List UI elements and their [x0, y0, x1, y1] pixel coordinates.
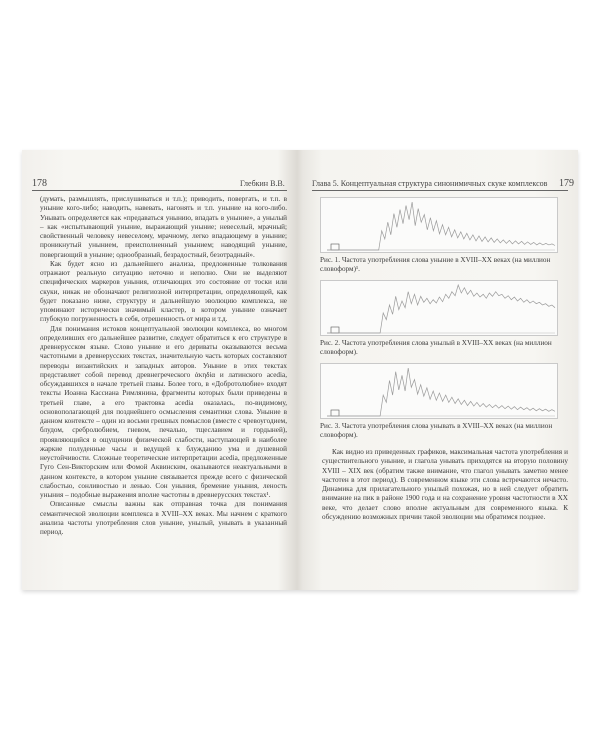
figure-2-plot: [320, 280, 558, 336]
left-text-body: [40, 195, 287, 537]
series-line: [327, 202, 555, 250]
figure-1: [320, 197, 558, 274]
figure-3: [320, 363, 558, 440]
series-start-marker: [331, 244, 339, 250]
figure-3-chart: [321, 364, 559, 420]
page-number-left: 178: [32, 178, 47, 189]
figure-3-plot: [320, 363, 558, 419]
figure-2-caption: Рис. 2. Частота употребления слова унылый в XVIII–XX веках (на миллион словоформ).: [320, 339, 552, 356]
paragraph: (думать, размышлять, прислушиваться и т.п.); приводить, повергать, и т.п. в уныние кого-либо; наводить, навевать, нагонять и т.п. уныние на кого-либо. Унывать определяется как «предаваться унынию, впадать в уныние», а унылый – как «испытывающий уныние, выражающий уныние; невеселый, мрачный; свойственный человеку невеселому, мрачному, легко впадающему в уныние; проникнутый унынием, преисполненный унынием; наводящий уныние, повергающий в уныние; однообразный, безрадостный, безотрадный».: [40, 195, 287, 259]
left-page: [22, 150, 300, 590]
figure-3-caption: Рис. 3. Частота употребления слова унывать в XVIII–XX веках (на миллион словоформ).: [320, 422, 553, 439]
series-start-marker: [331, 410, 339, 416]
book-spread: [22, 150, 578, 590]
figure-1-chart: [321, 198, 559, 254]
paragraph: Описанные смыслы важны как отправная точка для понимания семантической эволюции комплекса в XVIII–XX веках. Мы начнем с краткого анализа частоты употребления слов уныние, унылый, унывать в указанный период.: [40, 500, 287, 536]
right-text-body: Как видно из приведенных графиков, максимальная частота употребления и существительного уныние, и глагола унывать приходятся на вторую половину XVIII – XIX век (обратим также внимание, что глагол унывать заметно менее частотен в этот период). В современном языке эти слова встречаются нечасто. Динамика для прилагательного унылый похожая, но в ней следует обратить внимание на пик в районе 1900 года и на сохранение уровня частотности в XX веке, что делает слово вполне актуальным для современного языка. К обсуждению возможных причин такой эволюции мы обратимся позднее.: [322, 448, 568, 521]
right-page: [300, 150, 578, 590]
series-line: [327, 368, 555, 416]
chapter-title: Глава 5. Концептуальная структура синонимичных скуке комплексов: [312, 179, 548, 188]
header-rule-right: [312, 190, 568, 191]
series-start-marker: [331, 327, 339, 333]
paragraph: Для понимания истоков концептуальной эволюции комплекса, во многом определивших его дальнейшее развитие, следует обратиться к его структуре в древнерусском языке. Слово уныние и его дериваты оказываются весьма частотными в древнерусских текстах, значительную часть которых составляют переводы византийских и западных авторов. Уныние в этих текстах представляет собой перевод древнегреческого ἀκηδία и латинского acedia, обсуждавшихся в начале третьей главы. Более того, в «Добротолюбие» входят тексты Иоанна Кассиана Римлянина, фрагменты которых были приведены в третьей главе, а его трактовка acedia оказалась, по-видимому, основополагающей для позднейшего осмысления семантики слова. Уныние в данном контексте – один из восьми грешных помыслов (вместе с чревоугодием, блудом, сребролюбием, гневом, печалью, тщеславием и гордыней), проявляющийся в ощущении физической слабости, наступающей в наиболее жаркие полуденные часы и ведущей к блужданию ума и душевной неустойчивости. Сложные теоретические интерпретации acedia, предложенные Гуго Сен-Викторским или Фомой Аквинским, оказываются неактуальными в данном контексте, в котором уныние связывается прежде всего с физической слабостью, сонливостью и ленью. Сон уныния, бремение уныния, леность уныния – подобные выражения вполне частотны в древнерусских текстах¹.: [40, 324, 287, 499]
header-rule-left: [32, 190, 287, 191]
figure-2: [320, 280, 558, 357]
figure-2-chart: [321, 281, 559, 337]
page-number-right: 179: [559, 178, 574, 189]
figure-1-caption: Рис. 1. Частота употребления слова уныние в XVIII–XX веках (на миллион словоформ)¹.: [320, 256, 551, 273]
paragraph: Как будет ясно из дальнейшего анализа, предложенные толкования отражают реальную ситуацию неточно и неполно. Они не выделяют специфических маркеров уныния, отличающих это состояние от тоски или скуки, никак не обозначают религиозной интерпретации, определяющей, как будет показано ниже, структуру и дальнейшую эволюцию комплекса, не упоминают исторически значимый кластер, в котором уныние означает глубокую погруженность в себя, отрешенность от мира и т.д.: [40, 259, 287, 324]
author-name: Глебкин В.В.: [240, 179, 285, 188]
series-line: [327, 285, 555, 333]
figure-1-plot: [320, 197, 558, 253]
